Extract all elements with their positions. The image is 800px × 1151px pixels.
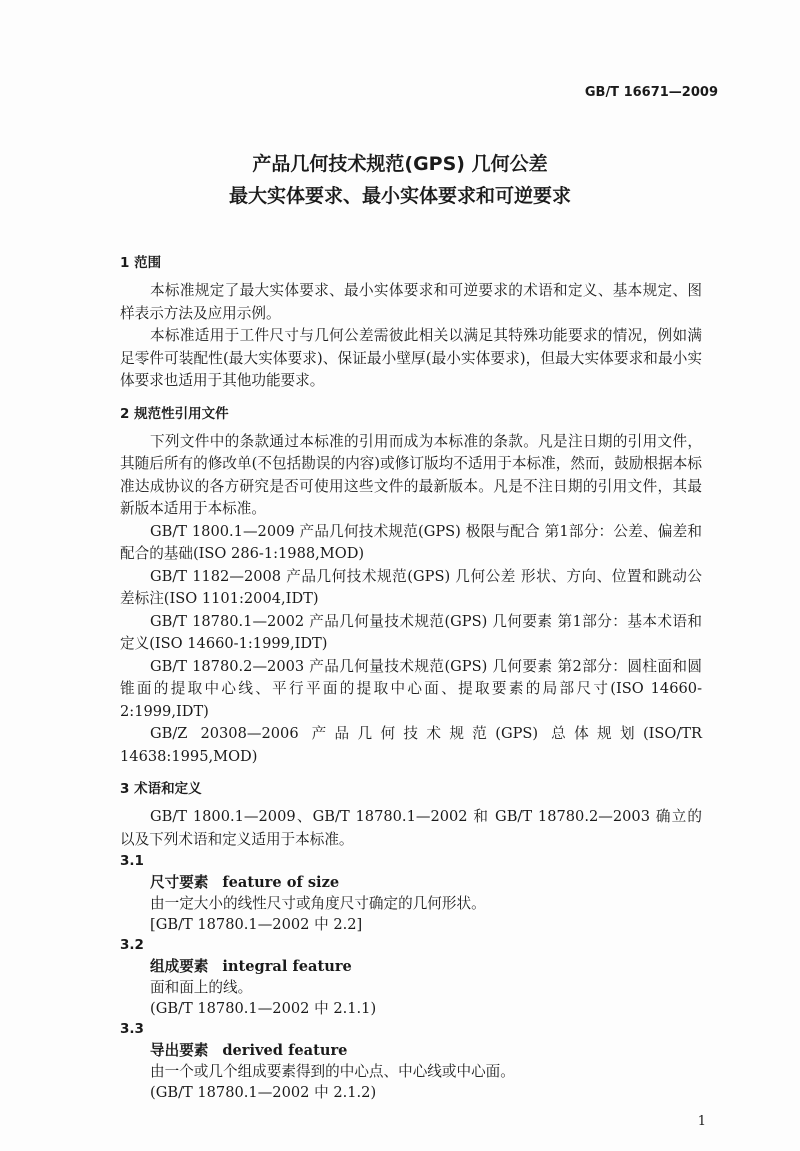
document-body <box>120 252 702 1103</box>
term-number: 3.1 <box>120 853 144 869</box>
term-cn: 导出要素 <box>150 1042 209 1059</box>
term-cn: 尺寸要素 <box>150 874 209 891</box>
section-3-heading: 3 术语和定义 <box>120 781 202 797</box>
reference-item: GB/T 18780.1—2002 产品几何量技术规范(GPS) 几何要素 第1部分：基本术语和定义(ISO 14660-1:1999,IDT) <box>120 612 702 652</box>
term-definition: 面和面上的线。 <box>150 979 253 996</box>
section-2-heading: 2 规范性引用文件 <box>120 405 229 422</box>
term-definition: 由一个或几个组成要素得到的中心点、中心线或中心面。 <box>150 1063 515 1080</box>
term-number: 3.2 <box>120 937 144 953</box>
page-number: 1 <box>697 1114 706 1129</box>
section-1-heading: 1 范围 <box>120 255 162 271</box>
term-number: 3.3 <box>120 1021 144 1037</box>
term-en: feature of size <box>222 874 340 891</box>
paragraph: 本标准适用于工件尺寸与几何公差需彼此相关以满足其特殊功能要求的情况，例如满足零件可装配性(最大实体要求)、保证最小壁厚(最小实体要求)，但最大实体要求和最小实体要求也适用于其他功能要求。 <box>120 327 702 389</box>
term-en: derived feature <box>222 1042 348 1059</box>
paragraph: GB/T 1800.1—2009、GB/T 18780.1—2002 和 GB/T 18780.2—2003 确立的以及下列术语和定义适用于本标准。 <box>120 808 702 848</box>
paragraph: 下列文件中的条款通过本标准的引用而成为本标准的条款。凡是注日期的引用文件，其随后所有的修改单(不包括勘误的内容)或修订版均不适用于本标准，然而，鼓励根据本标准达成协议的各方研究是否可使用这些文件的最新版本。凡是不注日期的引用文件，其最新版本适用于本标准。 <box>120 432 702 517</box>
term-source: (GB/T 18780.1—2002 中 2.1.1) <box>150 1000 377 1017</box>
paragraph: 本标准规定了最大实体要求、最小实体要求和可逆要求的术语和定义、基本规定、图样表示方法及应用示例。 <box>120 282 702 322</box>
reference-item: GB/T 1182—2008 产品几何技术规范(GPS) 几何公差 形状、方向、位置和跳动公差标注(ISO 1101:2004,IDT) <box>120 567 702 607</box>
term-source: [GB/T 18780.1—2002 中 2.2] <box>150 916 363 933</box>
title-block <box>0 148 800 212</box>
term-definition: 由一定大小的线性尺寸或角度尺寸确定的几何形状。 <box>150 895 486 912</box>
reference-item: GB/T 1800.1—2009 产品几何技术规范(GPS) 极限与配合 第1部分：公差、偏差和配合的基础(ISO 286-1:1988,MOD) <box>120 522 702 562</box>
standard-number: GB/T 16671—2009 <box>584 85 718 100</box>
term-cn: 组成要素 <box>150 958 209 975</box>
reference-item: GB/T 18780.2—2003 产品几何量技术规范(GPS) 几何要素 第2部分：圆柱面和圆锥面的提取中心线、平行平面的提取中心面、提取要素的局部尺寸(ISO 14660-2:1999,IDT) <box>120 657 702 720</box>
title-line-2: 最大实体要求、最小实体要求和可逆要求 <box>228 185 571 207</box>
term-source: (GB/T 18780.1—2002 中 2.1.2) <box>150 1084 377 1101</box>
reference-item: GB/Z 20308—2006 产品几何技术规范(GPS) 总体规划(ISO/TR 14638:1995,MOD) <box>120 725 702 765</box>
title-line-1: 产品几何技术规范(GPS) 几何公差 <box>252 153 548 175</box>
term-en: integral feature <box>222 958 352 975</box>
